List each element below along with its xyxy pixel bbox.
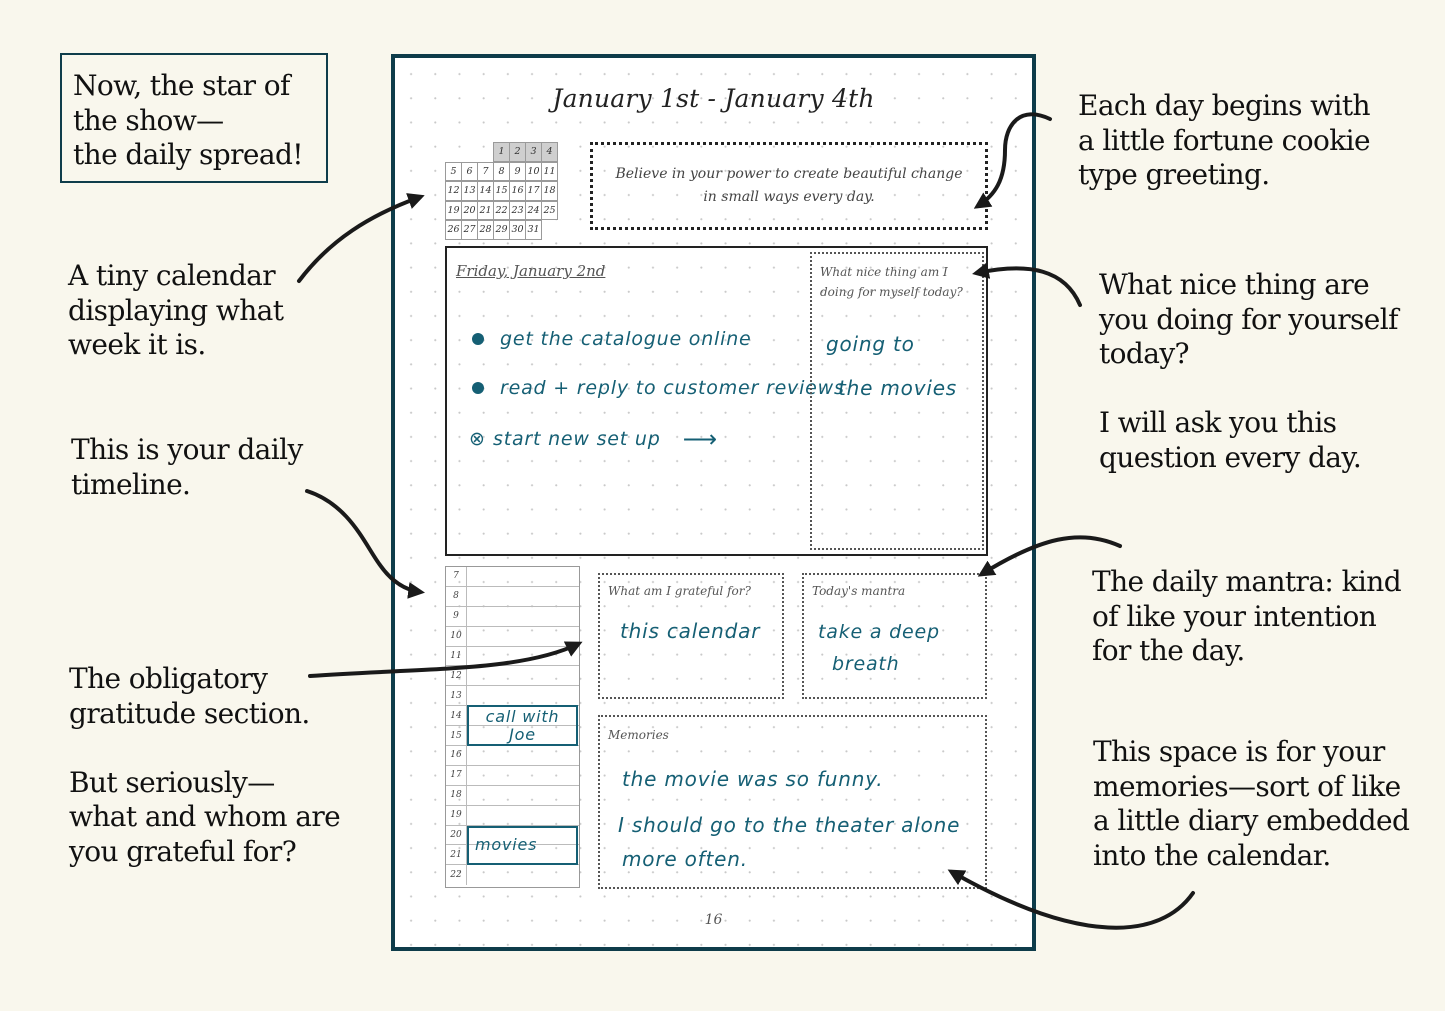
quote-line-1: Believe in your power to create beautiful change — [615, 166, 963, 182]
task-item — [472, 377, 845, 399]
gratitude-annotation: The obligatory gratitude section. But seriously— what and whom are you grateful for? — [69, 662, 341, 868]
calendar-day: 21 — [477, 201, 494, 221]
hour-label: 9 — [446, 607, 467, 626]
task-item — [472, 328, 752, 350]
day-title: Friday, January 2nd — [456, 262, 606, 280]
calendar-day: 30 — [509, 220, 526, 240]
mantra-prompt: Today's mantra — [812, 584, 906, 598]
hour-label: 11 — [446, 647, 467, 666]
calendar-day: 26 — [445, 220, 462, 240]
memories-line-1: the movie was so funny. — [622, 767, 884, 791]
hour-label: 14 — [446, 706, 467, 725]
timeline-row — [446, 746, 579, 766]
gratitude-prompt: What am I grateful for? — [608, 584, 751, 598]
hour-label: 10 — [446, 627, 467, 646]
calendar-day: 29 — [493, 220, 510, 240]
mini-calendar-week — [445, 220, 557, 240]
tiny-calendar-annotation: A tiny calendar displaying what week it is. — [68, 259, 284, 361]
nice-thing-prompt: What nice thing am I doing for myself today? — [820, 265, 963, 299]
intro-callout-box — [60, 53, 328, 183]
calendar-day: 6 — [461, 162, 478, 182]
memories-prompt: Memories — [608, 728, 669, 742]
greeting-annotation: Each day begins with a little fortune cookie type greeting. — [1078, 89, 1370, 191]
nice-thing-box — [810, 252, 984, 550]
calendar-day: 10 — [525, 162, 542, 182]
timeline-event: movies — [467, 826, 578, 865]
page-number: 16 — [704, 912, 723, 928]
week-title: January 1st - January 4th — [552, 84, 875, 113]
calendar-day: 14 — [477, 181, 494, 201]
nice-thing-answer-line-1: going to — [826, 332, 915, 356]
calendar-day: 17 — [525, 181, 542, 201]
timeline-row — [446, 627, 579, 647]
quote-line-2: in small ways every day. — [703, 189, 875, 205]
timeline-annotation: This is your daily timeline. — [71, 433, 303, 501]
mantra-answer-line-2: breath — [832, 653, 900, 675]
calendar-day: 12 — [445, 181, 462, 201]
timeline-row — [446, 806, 579, 826]
hour-label: 19 — [446, 806, 467, 825]
calendar-day: 13 — [461, 181, 478, 201]
calendar-day: 8 — [493, 162, 510, 182]
calendar-day: 23 — [509, 201, 526, 221]
nice-thing-answer-line-2: the movies — [838, 376, 958, 400]
calendar-day: 1 — [493, 142, 510, 162]
mantra-annotation: The daily mantra: kind of like your intention for the day. — [1092, 565, 1402, 667]
daily-timeline — [445, 566, 580, 888]
calendar-day: 2 — [509, 142, 526, 162]
gratitude-answer: this calendar — [620, 619, 761, 643]
timeline-row — [446, 686, 579, 706]
hour-label: 16 — [446, 746, 467, 765]
mini-calendar-week — [445, 201, 557, 221]
task-text: get the catalogue online — [500, 328, 752, 350]
calendar-day: 28 — [477, 220, 494, 240]
calendar-day: 24 — [525, 201, 542, 221]
memories-annotation: This space is for your memories—sort of like a little diary embedded into the calendar. — [1093, 735, 1410, 872]
hour-label: 12 — [446, 666, 467, 685]
calendar-day: 31 — [525, 220, 542, 240]
migrated-bullet-icon: ⊗ — [469, 428, 486, 450]
mantra-box — [802, 573, 987, 699]
daily-spread-page — [391, 54, 1036, 951]
calendar-day: 18 — [541, 181, 558, 201]
memories-line-2: I should go to the theater alone — [618, 813, 961, 837]
intro-text: Now, the star of the show— the daily spread! — [73, 69, 303, 171]
task-item — [469, 425, 718, 453]
task-text: read + reply to customer reviews — [500, 377, 845, 399]
hour-label: 8 — [446, 587, 467, 606]
nice-thing-annotation: What nice thing are you doing for yourself today? I will ask you this question every day. — [1099, 268, 1398, 474]
calendar-day: 22 — [493, 201, 510, 221]
timeline-row — [446, 567, 579, 587]
bullet-icon — [472, 382, 484, 394]
mini-calendar-week — [445, 142, 557, 162]
calendar-day: 19 — [445, 201, 462, 221]
calendar-day: 7 — [477, 162, 494, 182]
hour-label: 17 — [446, 766, 467, 785]
timeline-row — [446, 865, 579, 885]
daily-quote-box — [590, 142, 988, 230]
timeline-event: call with Joe — [467, 705, 578, 746]
calendar-day: 20 — [461, 201, 478, 221]
calendar-day: 15 — [493, 181, 510, 201]
mini-calendar-week — [445, 181, 557, 201]
hour-label: 13 — [446, 686, 467, 705]
timeline-row — [446, 587, 579, 607]
timeline-row — [446, 607, 579, 627]
calendar-day: 5 — [445, 162, 462, 182]
daily-tasks-box — [445, 246, 988, 556]
calendar-day: 25 — [541, 201, 558, 221]
calendar-day: 11 — [541, 162, 558, 182]
gratitude-box — [598, 573, 784, 699]
hour-label: 22 — [446, 865, 467, 885]
calendar-day: 27 — [461, 220, 478, 240]
mantra-answer-line-1: take a deep — [818, 621, 940, 643]
timeline-row — [446, 766, 579, 786]
mini-calendar-week — [445, 162, 557, 182]
calendar-day: 9 — [509, 162, 526, 182]
hour-label: 18 — [446, 786, 467, 805]
calendar-day: 16 — [509, 181, 526, 201]
hour-label: 20 — [446, 826, 467, 845]
task-text: start new set up — [493, 428, 661, 450]
hour-label: 7 — [446, 567, 467, 586]
timeline-row — [446, 786, 579, 806]
timeline-row — [446, 666, 579, 686]
calendar-day: 3 — [525, 142, 542, 162]
timeline-row — [446, 647, 579, 667]
memories-line-3: more often. — [622, 847, 748, 871]
arrow-right-icon: ⟶ — [682, 425, 718, 453]
mini-calendar — [445, 142, 557, 240]
calendar-day: 4 — [541, 142, 558, 162]
memories-box — [598, 715, 987, 889]
bullet-icon — [472, 333, 484, 345]
hour-label: 15 — [446, 726, 467, 745]
hour-label: 21 — [446, 845, 467, 864]
